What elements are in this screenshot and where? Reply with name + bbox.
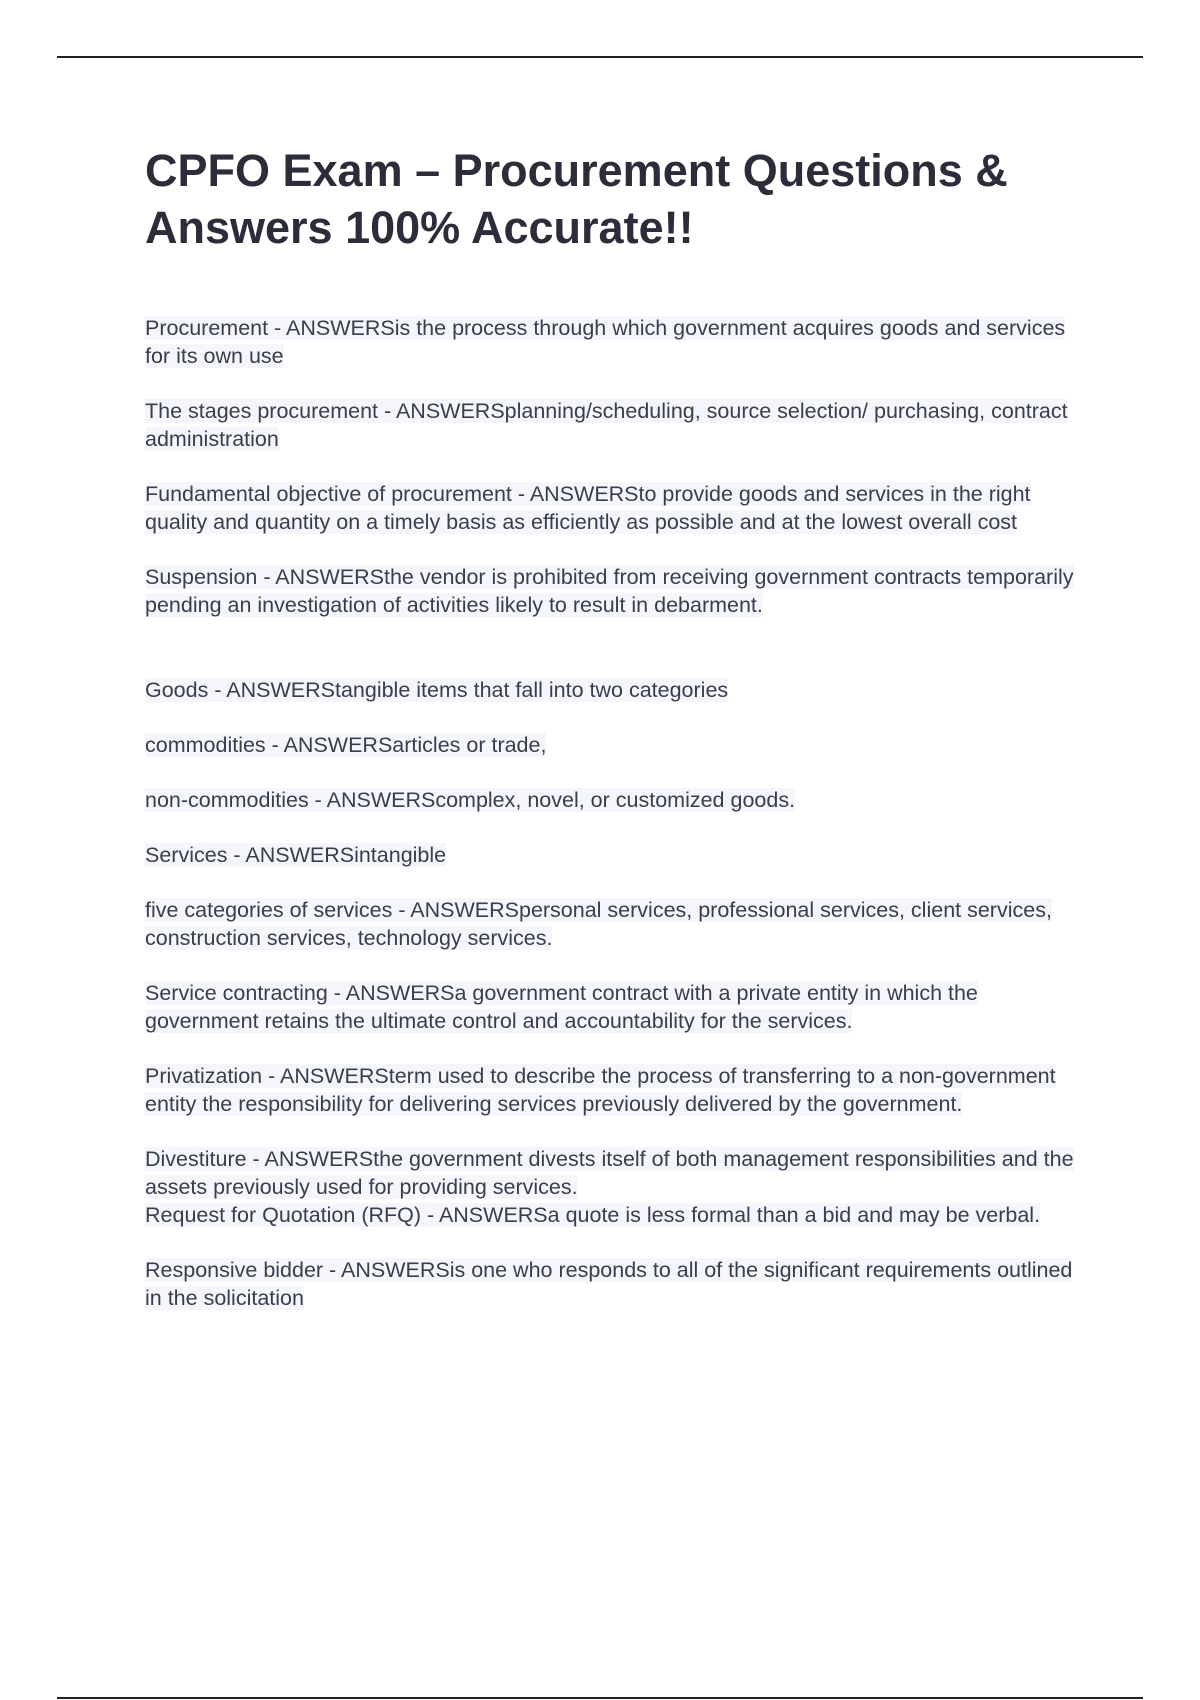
qa-text: Divestiture - ANSWERSthe government divests itself of both management responsibilities and the assets previously used for providing services.: [145, 1147, 1074, 1199]
qa-entry: [145, 841, 1095, 869]
qa-text: Request for Quotation (RFQ) - ANSWERSa quote is less formal than a bid and may be verbal.: [145, 1203, 1041, 1227]
qa-entry: [145, 1145, 1095, 1201]
qa-entry: [145, 480, 1095, 536]
qa-text: Services - ANSWERSintangible: [145, 843, 447, 867]
qa-text: five categories of services - ANSWERSpersonal services, professional services, client services, construction services, technology services.: [145, 898, 1052, 950]
qa-entry: [145, 1201, 1095, 1229]
qa-entry: [145, 676, 1095, 704]
qa-text: Privatization - ANSWERSterm used to describe the process of transferring to a non-government entity the responsibility for delivering services previously delivered by the government.: [145, 1064, 1056, 1116]
document-title: CPFO Exam – Procurement Questions & Answers 100% Accurate!!: [145, 145, 1008, 253]
qa-text: Fundamental objective of procurement - ANSWERSto provide goods and services in the right quality and quantity on a timely basis as efficiently as possible and at the lowest overall cost: [145, 482, 1031, 534]
qa-entry: [145, 896, 1095, 952]
qa-entry: [145, 1256, 1095, 1312]
top-divider: [57, 56, 1143, 58]
qa-entry: [145, 731, 1095, 759]
qa-text: non-commodities - ANSWERScomplex, novel, or customized goods.: [145, 788, 796, 812]
qa-entry: [145, 314, 1095, 370]
qa-text: Goods - ANSWERStangible items that fall into two categories: [145, 678, 729, 702]
qa-entry: [145, 786, 1095, 814]
qa-text: The stages procurement - ANSWERSplanning/scheduling, source selection/ purchasing, contract administration: [145, 399, 1068, 451]
qa-text: Suspension - ANSWERSthe vendor is prohibited from receiving government contracts temporarily pending an investigation of activities likely to result in debarment.: [145, 565, 1074, 617]
qa-entry: [145, 1062, 1095, 1118]
qa-entry: [145, 979, 1095, 1035]
qa-text: Service contracting - ANSWERSa government contract with a private entity in which the government retains the ultimate control and accountability for the services.: [145, 981, 978, 1033]
document-body: [145, 142, 1095, 1339]
qa-text: Procurement - ANSWERSis the process through which government acquires goods and services for its own use: [145, 316, 1066, 368]
qa-text: commodities - ANSWERSarticles or trade,: [145, 733, 547, 757]
qa-entry: [145, 397, 1095, 453]
bottom-divider: [57, 1697, 1143, 1699]
qa-entry: [145, 563, 1095, 619]
qa-text: Responsive bidder - ANSWERSis one who responds to all of the significant requirements outlined in the solicitation: [145, 1258, 1073, 1310]
